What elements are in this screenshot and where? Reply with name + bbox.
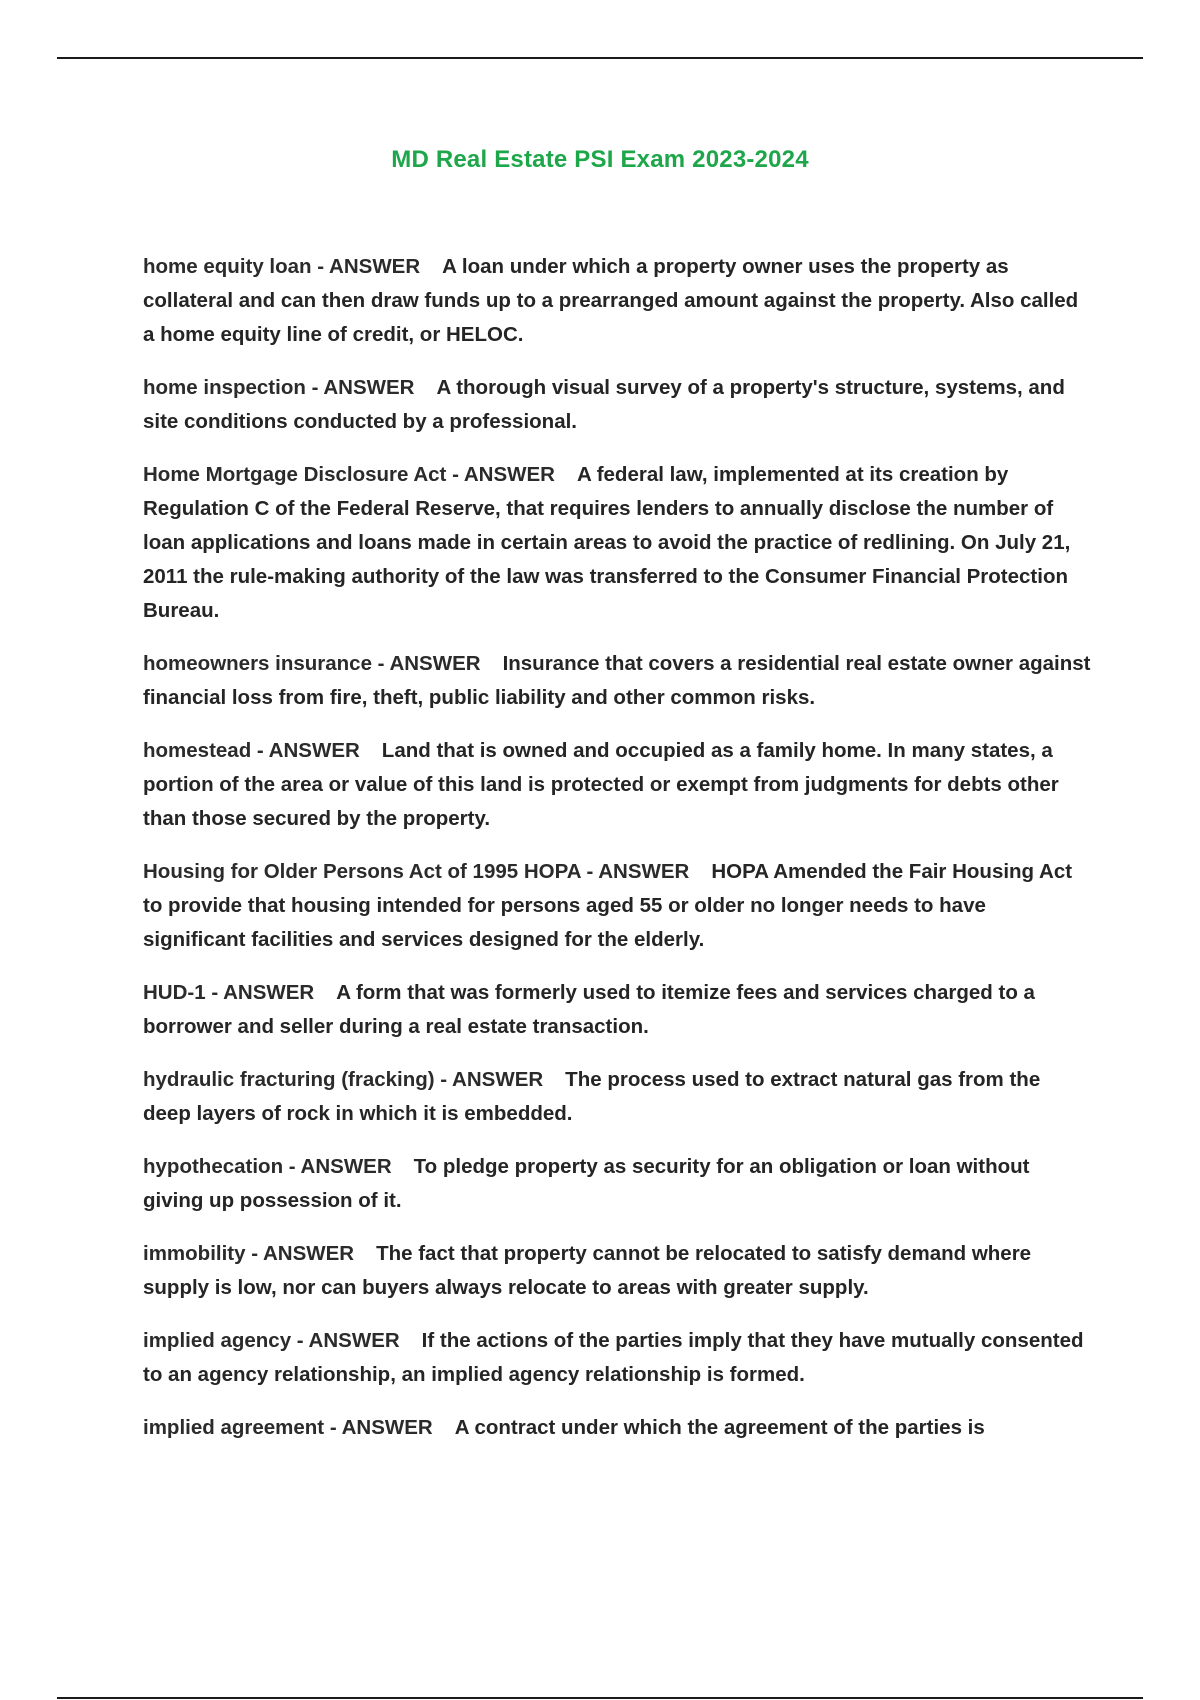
- entry-definition: Land that is owned and occupied as a family home. In many states, a portion of the area or value of this land is protected or exempt from judgments for debts other than those secured by the property.: [143, 739, 1059, 830]
- glossary-entry: [143, 250, 1093, 352]
- entry-term: Home Mortgage Disclosure Act - ANSWER: [143, 463, 555, 486]
- entry-term: hypothecation - ANSWER: [143, 1155, 392, 1178]
- glossary-list: [143, 250, 1093, 1464]
- glossary-entry: [143, 1063, 1093, 1131]
- entry-definition: The process used to extract natural gas from the deep layers of rock in which it is embedded.: [143, 1068, 1041, 1125]
- entry-definition: HOPA Amended the Fair Housing Act to provide that housing intended for persons aged 55 or older no longer needs to have significant facilities and services designed for the elderly.: [143, 860, 1073, 951]
- entry-definition: Insurance that covers a residential real estate owner against financial loss from fire, theft, public liability and other common risks.: [143, 652, 1091, 709]
- entry-definition: A loan under which a property owner uses the property as collateral and can then draw funds up to a prearranged amount against the property. Also called a home equity line of credit, or HELOC.: [143, 255, 1079, 346]
- glossary-entry: [143, 371, 1093, 439]
- entry-term: implied agency - ANSWER: [143, 1329, 400, 1352]
- glossary-entry: [143, 855, 1093, 957]
- glossary-entry: [143, 1150, 1093, 1218]
- document-title: MD Real Estate PSI Exam 2023-2024: [391, 146, 809, 173]
- bottom-rule: [57, 1697, 1143, 1699]
- entry-definition: If the actions of the parties imply that they have mutually consented to an agency relationship, an implied agency relationship is formed.: [143, 1329, 1084, 1386]
- entry-definition: A thorough visual survey of a property's structure, systems, and site conditions conducted by a professional.: [143, 376, 1065, 433]
- entry-definition: The fact that property cannot be relocated to satisfy demand where supply is low, nor can buyers always relocate to areas with greater supply.: [143, 1242, 1032, 1299]
- entry-term: home equity loan - ANSWER: [143, 255, 421, 278]
- entry-term: Housing for Older Persons Act of 1995 HOPA - ANSWER: [143, 860, 690, 883]
- entry-definition: A contract under which the agreement of the parties is: [454, 1416, 985, 1439]
- glossary-entry: [143, 976, 1093, 1044]
- glossary-entry: [143, 458, 1093, 628]
- glossary-entry: [143, 734, 1093, 836]
- entry-definition: A federal law, implemented at its creation by Regulation C of the Federal Reserve, that requires lenders to annually disclose the number of loan applications and loans made in certain areas to avoid the practice of redlining. On July 21, 2011 the rule-making authority of the law was transferred to the Consumer Financial Protection Bureau.: [143, 463, 1071, 622]
- top-rule: [57, 57, 1143, 59]
- entry-term: home inspection - ANSWER: [143, 376, 415, 399]
- entry-term: hydraulic fracturing (fracking) - ANSWER: [143, 1068, 544, 1091]
- glossary-entry: [143, 1324, 1093, 1392]
- entry-term: immobility - ANSWER: [143, 1242, 355, 1265]
- entry-term: HUD-1 - ANSWER: [143, 981, 315, 1004]
- entry-term: homestead - ANSWER: [143, 739, 360, 762]
- glossary-entry: [143, 1411, 1093, 1445]
- entry-definition: A form that was formerly used to itemize fees and services charged to a borrower and seller during a real estate transaction.: [143, 981, 1035, 1038]
- entry-term: implied agreement - ANSWER: [143, 1416, 433, 1439]
- entry-definition: To pledge property as security for an obligation or loan without giving up possession of it.: [143, 1155, 1030, 1212]
- entry-term: homeowners insurance - ANSWER: [143, 652, 481, 675]
- glossary-entry: [143, 647, 1093, 715]
- glossary-entry: [143, 1237, 1093, 1305]
